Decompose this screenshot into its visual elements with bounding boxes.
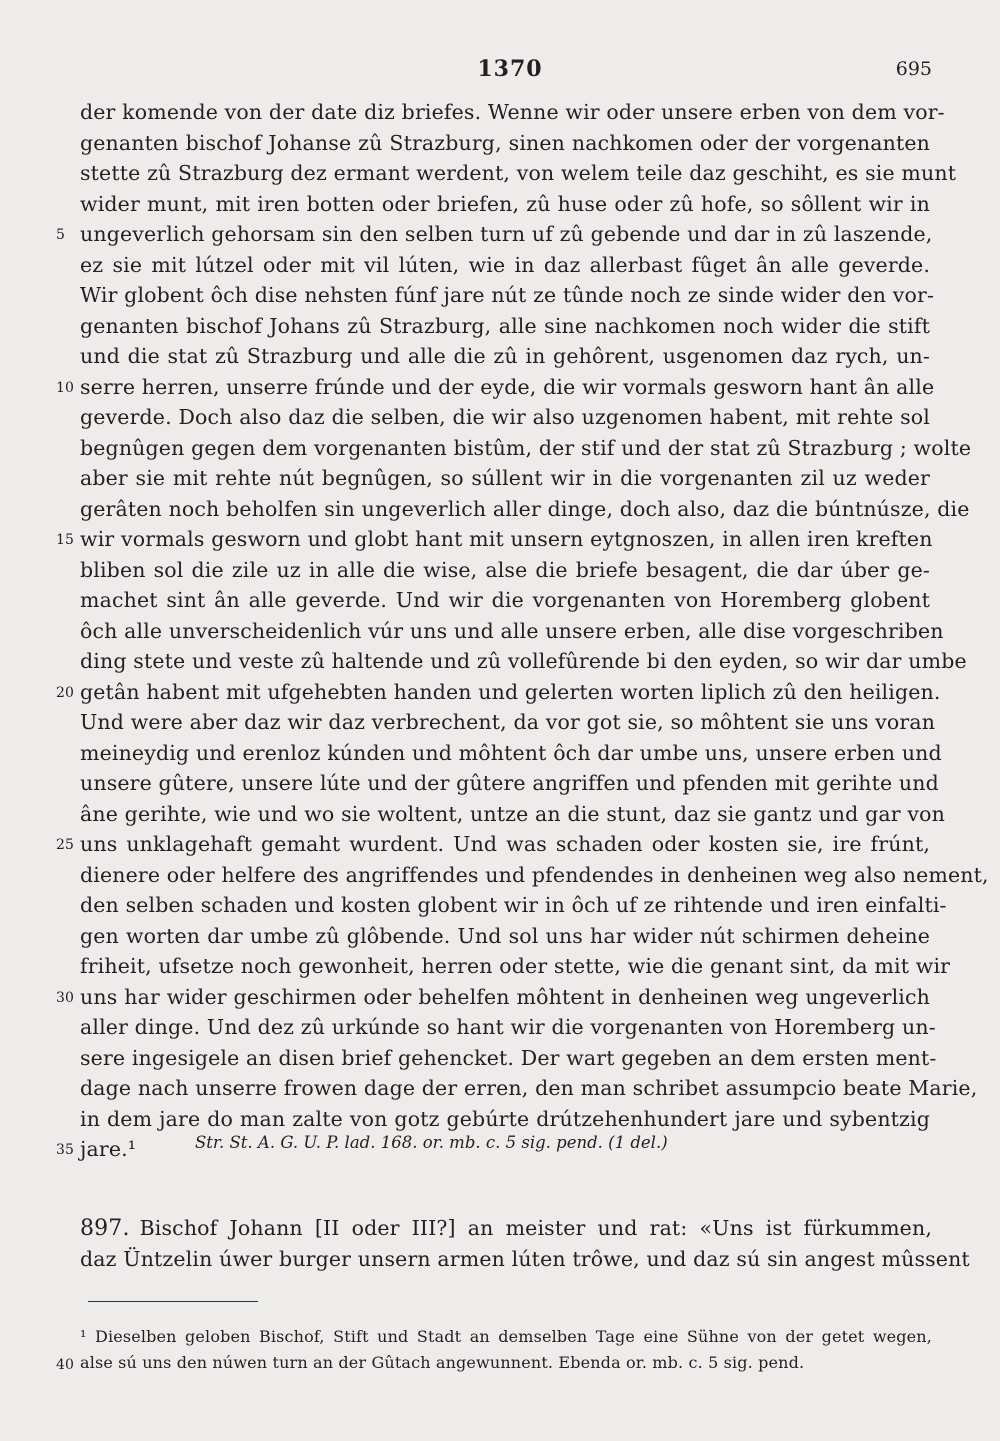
line-number: 40: [56, 1357, 75, 1373]
footnote-line: [80, 1324, 932, 1350]
line-text: dage nach unserre frowen dage der erren, den man schribet assumpcio beate Marie,: [80, 1076, 978, 1100]
text-line: [80, 494, 970, 525]
line-text: Und were aber daz wir daz verbrechent, da vor got sie, so môhtent sie uns voran: [80, 710, 936, 734]
line-text: ding stete und veste zû haltende und zû vollefûrende bi den eyden, so wir dar umbe: [80, 649, 967, 673]
line-text: ôch alle unverscheidenlich vúr uns und alle unsere erben, alle dise vorgeschriben: [80, 618, 944, 643]
footnote-text-2: alse sú uns den núwen turn an der Gûtach angewunnent. Ebenda or. mb. c. 5 sig. pend.: [80, 1353, 805, 1372]
text-line: [56, 677, 941, 708]
text-line: [56, 829, 930, 860]
text-line: [56, 219, 933, 250]
text-line: [80, 97, 945, 128]
line-text: geverde. Doch also daz die selben, die wir also uzgenomen habent, mit rehte sol: [80, 405, 930, 429]
text-line: [80, 311, 930, 342]
text-line: [56, 982, 930, 1013]
text-line: [80, 463, 930, 494]
line-number: 10: [56, 379, 75, 396]
text-line: [80, 555, 930, 586]
line-text: bliben sol die zile uz in alle die wise, alse die briefe besagent, die dar úber ge-: [80, 557, 930, 582]
text-line: [80, 189, 930, 220]
line-text: wider munt, mit iren botten oder briefen, zû huse oder zû hofe, so sôllent wir in: [80, 191, 930, 216]
line-text: der komende von der date diz briefes. Wenne wir oder unsere erben von dem vor-: [80, 100, 945, 124]
page-number: 695: [895, 58, 932, 80]
line-text: âne gerihte, wie und wo sie woltent, untze an die stunt, daz sie gantz und gar von: [80, 801, 945, 826]
line-number: 35: [56, 1142, 75, 1158]
text-line: [80, 1012, 936, 1043]
text-line: [56, 372, 935, 403]
text-line: [80, 890, 947, 921]
line-text: uns har wider geschirmen oder behelfen môhtent in denheinen weg ungeverlich: [80, 984, 930, 1009]
line-number: 30: [56, 989, 75, 1006]
text-line: [80, 433, 972, 464]
text-line: [80, 616, 944, 647]
line-text: begnûgen gegen dem vorgenanten bistûm, der stif und der stat zû Strazburg ; wolte: [80, 435, 972, 460]
line-text: gerâten noch beholfen sin ungeverlich aller dinge, doch also, daz die búntnúsze, die: [80, 496, 970, 521]
line-text: stette zû Strazburg dez ermant werdent, von welem teile daz geschiht, es sie munt: [80, 161, 957, 185]
text-line: [80, 646, 967, 677]
text-line: [80, 921, 930, 952]
line-text: friheit, ufsetze noch gewonheit, herren oder stette, wie die genant sint, da mit wir: [80, 954, 951, 978]
document-heading-text: Bischof Johann [II oder III?] an meister und rat: «Uns ist fürkummen,: [139, 1216, 932, 1240]
text-line: [80, 860, 989, 891]
text-line: [80, 280, 935, 311]
next-document: [80, 1213, 970, 1274]
line-text: in dem jare do man zalte von gotz gebúrte drútzehenhundert jare und sybentzig: [80, 1106, 930, 1131]
line-text: gen worten dar umbe zû glôbende. Und sol uns har wider nút schirmen deheine: [80, 923, 930, 948]
line-text: aller dinge. Und dez zû urkúnde so hant wir die vorgenanten von Horemberg un-: [80, 1015, 936, 1039]
line-text: aber sie mit rehte nút begnûgen, so súllent wir in die vorgenanten zil uz weder: [80, 466, 930, 490]
line-text: den selben schaden und kosten globent wir in ôch uf ze rihtende und iren einfalti-: [80, 893, 947, 917]
document-text: daz Üntzelin úwer burger unsern armen lúten trôwe, und daz sú sin angest mûssent: [80, 1246, 970, 1271]
text-line: [80, 1043, 937, 1074]
footnote-rule: [88, 1301, 258, 1302]
line-number: 15: [56, 532, 75, 548]
footnote-text-1: ¹ Dieselben geloben Bischof, Stift und Stadt an demselben Tage eine Sühne von der getet wegen,: [80, 1327, 932, 1346]
text-line: [80, 738, 942, 769]
document-heading-line: [80, 1213, 932, 1244]
line-text: ez sie mit lútzel oder mit vil lúten, wie in daz allerbast fûget ân alle geverde.: [80, 252, 930, 277]
text-line: [80, 1073, 978, 1104]
text-line: [80, 1104, 930, 1135]
line-text: wir vormals gesworn und globt hant mit unsern eytgnoszen, in allen iren kreften: [80, 527, 933, 551]
text-line: [80, 768, 939, 799]
line-text: unsere gûtere, unsere lúte und der gûtere angriffen und pfenden mit gerihte und: [80, 771, 939, 795]
header-year: 1370: [477, 56, 543, 82]
line-text: genanten bischof Johans zû Strazburg, alle sine nachkomen noch wider die stift: [80, 313, 930, 338]
source-citation: Str. St. A. G. U. P. lad. 168. or. mb. c. 5 sig. pend. (1 del.): [195, 1133, 668, 1152]
line-number: 20: [56, 684, 75, 701]
line-text: und die stat zû Strazburg und alle die zû in gehôrent, usgenomen daz rych, un-: [80, 344, 930, 368]
main-text: [56, 97, 989, 1165]
line-text: uns unklagehaft gemaht wurdent. Und was schaden oder kosten sie, ire frúnt,: [80, 832, 930, 856]
text-line: [80, 158, 957, 189]
document-number: 897.: [80, 1216, 130, 1241]
line-text: getân habent mit ufgehebten handen und gelerten worten liplich zû den heiligen.: [80, 679, 941, 704]
line-number: 25: [56, 837, 75, 853]
text-line: [80, 799, 945, 830]
line-text: machet sint ân alle geverde. Und wir die vorgenanten von Horemberg globent: [80, 588, 930, 612]
line-text: jare.¹: [80, 1137, 137, 1161]
text-line: [80, 128, 930, 159]
footnote: [56, 1324, 932, 1376]
text-line: [80, 585, 930, 616]
text-line: [80, 341, 930, 372]
text-line: [80, 951, 951, 982]
text-line: [80, 250, 930, 281]
line-text: meineydig und erenloz kúnden und môhtent ôch dar umbe uns, unsere erben und: [80, 740, 942, 765]
line-text: Wir globent ôch dise nehsten fúnf jare nút ze tûnde noch ze sinde wider den vor-: [80, 283, 935, 307]
text-line: [80, 707, 936, 738]
line-text: genanten bischof Johanse zû Strazburg, sinen nachkomen oder der vorgenanten: [80, 130, 930, 155]
text-line: [56, 524, 933, 555]
text-line: [80, 402, 930, 433]
footnote-line: [56, 1350, 932, 1376]
line-text: sere ingesigele an disen brief gehencket. Der wart gegeben an dem ersten ment-: [80, 1045, 937, 1070]
line-text: dienere oder helfere des angriffendes und pfendendes in denheinen weg also nement,: [80, 862, 989, 887]
line-number: 5: [56, 227, 66, 243]
line-text: serre herren, unserre frúnde und der eyde, die wir vormals gesworn hant ân alle: [80, 374, 935, 399]
line-text: ungeverlich gehorsam sin den selben turn uf zû gebende und dar in zû laszende,: [80, 222, 933, 246]
document-text-line: [80, 1244, 970, 1275]
